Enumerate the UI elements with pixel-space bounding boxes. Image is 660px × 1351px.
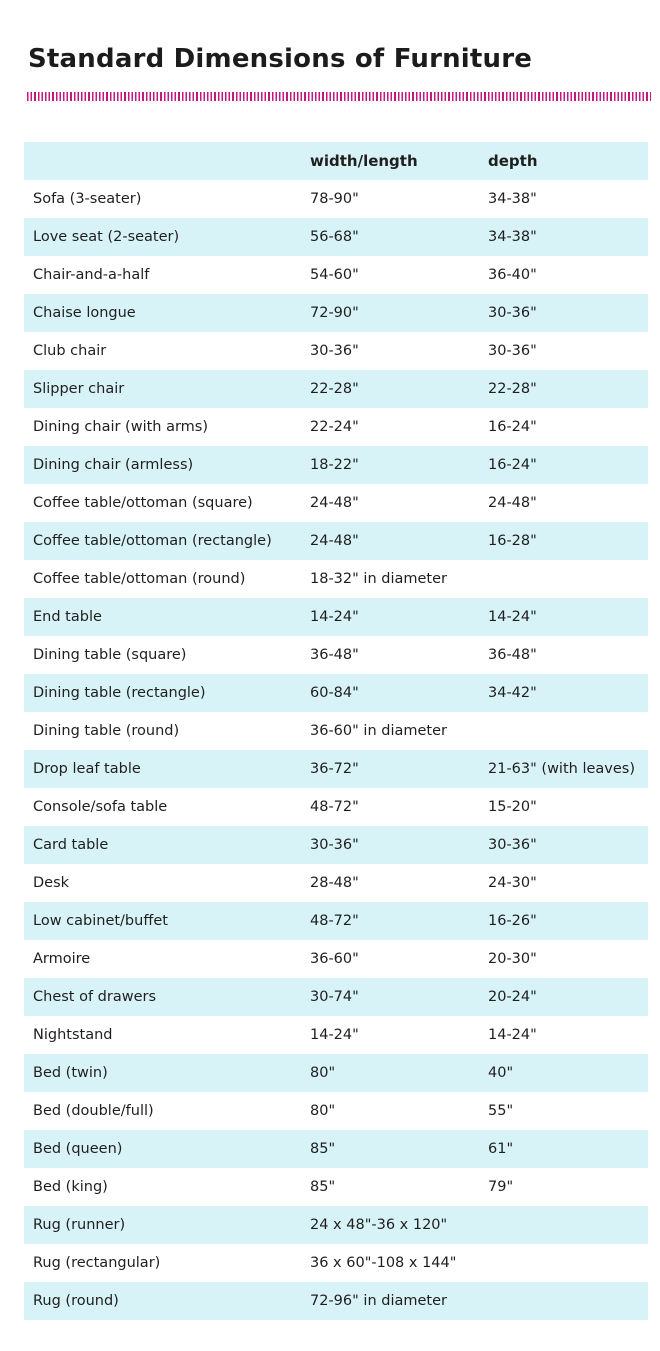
table-row bbox=[24, 1206, 648, 1244]
row-item-name: Armoire bbox=[33, 951, 91, 967]
row-width-length: 28-48" bbox=[310, 875, 359, 891]
row-width-length: 36-48" bbox=[310, 647, 359, 663]
table-row bbox=[24, 1168, 648, 1206]
row-depth: 40" bbox=[488, 1065, 514, 1081]
table-row bbox=[24, 408, 648, 446]
row-width-length: 60-84" bbox=[310, 685, 359, 701]
row-depth: 20-30" bbox=[488, 951, 537, 967]
table-row bbox=[24, 256, 648, 294]
row-width-length: 24 x 48"-36 x 120" bbox=[310, 1217, 448, 1233]
row-depth: 55" bbox=[488, 1103, 514, 1119]
row-item-name: Coffee table/ottoman (square) bbox=[33, 495, 253, 511]
table-row bbox=[24, 902, 648, 940]
row-width-length: 80" bbox=[310, 1103, 336, 1119]
row-width-length: 72-96" in diameter bbox=[310, 1293, 447, 1309]
row-item-name: Rug (rectangular) bbox=[33, 1255, 161, 1271]
table-row bbox=[24, 864, 648, 902]
row-item-name: Desk bbox=[33, 875, 70, 891]
row-width-length: 36-60" in diameter bbox=[310, 723, 447, 739]
table-row bbox=[24, 598, 648, 636]
row-item-name: Love seat (2-seater) bbox=[33, 229, 180, 245]
row-width-length: 22-28" bbox=[310, 381, 359, 397]
row-width-length: 24-48" bbox=[310, 495, 359, 511]
table-row bbox=[24, 788, 648, 826]
header-width-length: width/length bbox=[310, 152, 418, 170]
row-item-name: Card table bbox=[33, 837, 109, 853]
row-depth: 36-48" bbox=[488, 647, 537, 663]
row-width-length: 30-74" bbox=[310, 989, 359, 1005]
row-item-name: Dining table (square) bbox=[33, 647, 187, 663]
table-row bbox=[24, 940, 648, 978]
table-row bbox=[24, 712, 648, 750]
header-depth: depth bbox=[488, 152, 538, 170]
table-row bbox=[24, 218, 648, 256]
row-depth: 14-24" bbox=[488, 1027, 537, 1043]
row-item-name: Sofa (3-seater) bbox=[33, 191, 142, 207]
row-item-name: Bed (double/full) bbox=[33, 1103, 154, 1119]
table-row bbox=[24, 1054, 648, 1092]
table-row bbox=[24, 294, 648, 332]
row-depth: 15-20" bbox=[488, 799, 537, 815]
row-width-length: 72-90" bbox=[310, 305, 359, 321]
table-row bbox=[24, 636, 648, 674]
page-title: Standard Dimensions of Furniture bbox=[28, 44, 533, 74]
row-depth: 16-26" bbox=[488, 913, 537, 929]
row-item-name: End table bbox=[33, 609, 102, 625]
row-depth: 34-38" bbox=[488, 229, 537, 245]
table-header-row bbox=[24, 142, 648, 180]
row-depth: 34-42" bbox=[488, 685, 537, 701]
row-depth: 16-24" bbox=[488, 419, 537, 435]
row-width-length: 80" bbox=[310, 1065, 336, 1081]
table-row bbox=[24, 446, 648, 484]
row-width-length: 54-60" bbox=[310, 267, 359, 283]
row-item-name: Bed (king) bbox=[33, 1179, 108, 1195]
row-width-length: 56-68" bbox=[310, 229, 359, 245]
decorative-dotted-rule bbox=[27, 92, 651, 101]
row-item-name: Rug (runner) bbox=[33, 1217, 126, 1233]
row-item-name: Bed (twin) bbox=[33, 1065, 108, 1081]
row-depth: 30-36" bbox=[488, 343, 537, 359]
row-depth: 36-40" bbox=[488, 267, 537, 283]
row-depth: 21-63" (with leaves) bbox=[488, 761, 635, 777]
row-depth: 24-30" bbox=[488, 875, 537, 891]
row-item-name: Chest of drawers bbox=[33, 989, 157, 1005]
table-row bbox=[24, 522, 648, 560]
table-row bbox=[24, 750, 648, 788]
row-item-name: Rug (round) bbox=[33, 1293, 119, 1309]
table-row bbox=[24, 1244, 648, 1282]
row-depth: 14-24" bbox=[488, 609, 537, 625]
table-row bbox=[24, 978, 648, 1016]
table-row bbox=[24, 1282, 648, 1320]
row-depth: 20-24" bbox=[488, 989, 537, 1005]
row-width-length: 24-48" bbox=[310, 533, 359, 549]
row-depth: 30-36" bbox=[488, 837, 537, 853]
row-item-name: Bed (queen) bbox=[33, 1141, 123, 1157]
row-depth: 34-38" bbox=[488, 191, 537, 207]
row-width-length: 18-22" bbox=[310, 457, 359, 473]
table-row bbox=[24, 180, 648, 218]
row-width-length: 36 x 60"-108 x 144" bbox=[310, 1255, 457, 1271]
row-item-name: Console/sofa table bbox=[33, 799, 168, 815]
dimensions-table bbox=[24, 142, 648, 1320]
table-row bbox=[24, 674, 648, 712]
row-width-length: 30-36" bbox=[310, 343, 359, 359]
row-item-name: Dining chair (armless) bbox=[33, 457, 194, 473]
table-row bbox=[24, 560, 648, 598]
row-item-name: Low cabinet/buffet bbox=[33, 913, 168, 929]
row-width-length: 48-72" bbox=[310, 913, 359, 929]
row-width-length: 48-72" bbox=[310, 799, 359, 815]
row-width-length: 14-24" bbox=[310, 609, 359, 625]
table-row bbox=[24, 332, 648, 370]
row-width-length: 22-24" bbox=[310, 419, 359, 435]
row-width-length: 85" bbox=[310, 1179, 336, 1195]
table-row bbox=[24, 1130, 648, 1168]
table-row bbox=[24, 1092, 648, 1130]
table-row bbox=[24, 370, 648, 408]
row-item-name: Dining table (round) bbox=[33, 723, 180, 739]
row-width-length: 36-60" bbox=[310, 951, 359, 967]
row-item-name: Dining chair (with arms) bbox=[33, 419, 209, 435]
table-row bbox=[24, 1016, 648, 1054]
table-row bbox=[24, 484, 648, 522]
row-depth: 30-36" bbox=[488, 305, 537, 321]
row-item-name: Coffee table/ottoman (round) bbox=[33, 571, 246, 587]
row-item-name: Coffee table/ottoman (rectangle) bbox=[33, 533, 272, 549]
row-item-name: Chair-and-a-half bbox=[33, 267, 150, 283]
row-width-length: 78-90" bbox=[310, 191, 359, 207]
row-depth: 61" bbox=[488, 1141, 514, 1157]
row-item-name: Slipper chair bbox=[33, 381, 125, 397]
row-depth: 16-24" bbox=[488, 457, 537, 473]
row-item-name: Drop leaf table bbox=[33, 761, 141, 777]
row-depth: 79" bbox=[488, 1179, 514, 1195]
row-width-length: 14-24" bbox=[310, 1027, 359, 1043]
table-row bbox=[24, 826, 648, 864]
row-width-length: 18-32" in diameter bbox=[310, 571, 447, 587]
row-depth: 22-28" bbox=[488, 381, 537, 397]
row-depth: 24-48" bbox=[488, 495, 537, 511]
row-width-length: 36-72" bbox=[310, 761, 359, 777]
row-item-name: Nightstand bbox=[33, 1027, 113, 1043]
row-item-name: Club chair bbox=[33, 343, 107, 359]
row-width-length: 85" bbox=[310, 1141, 336, 1157]
row-item-name: Chaise longue bbox=[33, 305, 136, 321]
row-width-length: 30-36" bbox=[310, 837, 359, 853]
row-depth: 16-28" bbox=[488, 533, 537, 549]
row-item-name: Dining table (rectangle) bbox=[33, 685, 206, 701]
